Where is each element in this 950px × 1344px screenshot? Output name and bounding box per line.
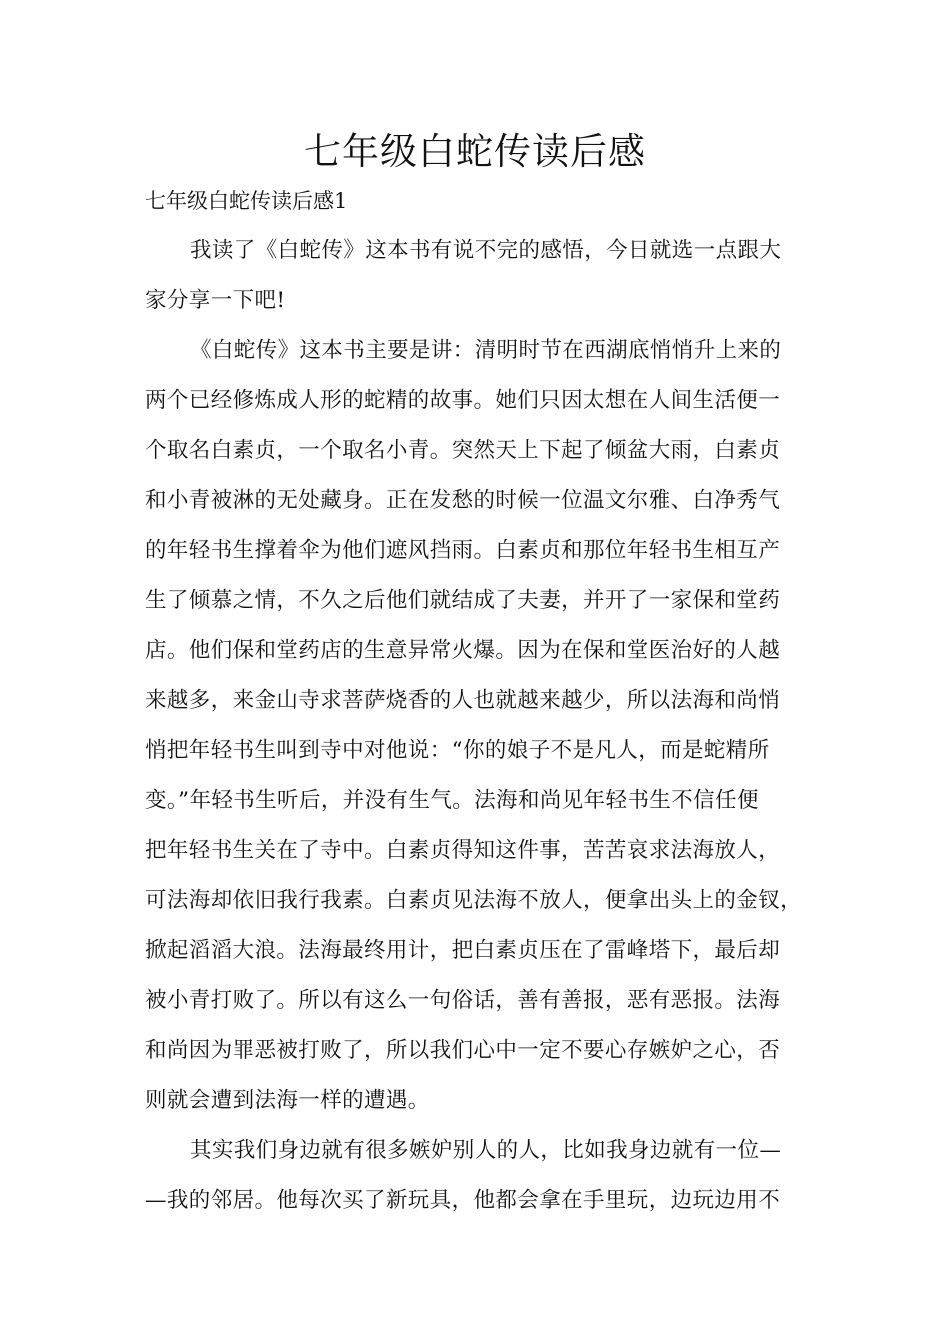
- body-line-14: 可法海却依旧我行我素。白素贞见法海不放人，便拿出头上的金钗，: [145, 888, 803, 913]
- body-line-20: —我的邻居。他每次买了新玩具，他都会拿在手里玩，边玩边用不: [145, 1188, 781, 1213]
- body-line-16: 被小青打败了。所以有这么一句俗话，善有善报，恶有恶报。法海: [145, 988, 781, 1013]
- body-line-10: 来越多，来金山寺求菩萨烧香的人也就越来越少，所以法海和尚悄: [145, 688, 781, 713]
- document-title: 七年级白蛇传读后感: [304, 130, 646, 173]
- body-line-2: 家分享一下吧!: [145, 288, 286, 313]
- body-line-13: 把年轻书生关在了寺中。白素贞得知这件事，苦苦哀求法海放人，: [145, 838, 781, 863]
- body-line-1: 我读了《白蛇传》这本书有说不完的感悟，今日就选一点跟大: [190, 238, 782, 263]
- body-line-3: 《白蛇传》这本书主要是讲：清明时节在西湖底悄悄升上来的: [190, 338, 782, 363]
- body-line-15: 掀起滔滔大浪。法海最终用计，把白素贞压在了雷峰塔下，最后却: [145, 938, 781, 963]
- body-line-11: 悄把年轻书生叫到寺中对他说：“你的娘子不是凡人，而是蛇精所: [145, 738, 770, 763]
- section-heading: 七年级白蛇传读后感1: [145, 189, 348, 213]
- body-line-18: 则就会遭到法海一样的遭遇。: [145, 1088, 430, 1113]
- body-line-12: 变。”年轻书生听后，并没有生气。法海和尚见年轻书生不信任便: [145, 788, 759, 813]
- body-line-6: 和小青被淋的无处藏身。正在发愁的时候一位温文尔雅、白净秀气: [145, 488, 781, 513]
- body-line-9: 店。他们保和堂药店的生意异常火爆。因为在保和堂医治好的人越: [145, 638, 781, 663]
- body-line-7: 的年轻书生撑着伞为他们遮风挡雨。白素贞和那位年轻书生相互产: [145, 538, 781, 563]
- body-line-19: 其实我们身边就有很多嫉妒别人的人，比如我身边就有一位—: [190, 1138, 782, 1163]
- body-line-5: 个取名白素贞，一个取名小青。突然天上下起了倾盆大雨，白素贞: [145, 438, 781, 463]
- body-line-17: 和尚因为罪恶被打败了，所以我们心中一定不要心存嫉妒之心，否: [145, 1038, 781, 1063]
- body-line-8: 生了倾慕之情，不久之后他们就结成了夫妻，并开了一家保和堂药: [145, 588, 781, 613]
- body-line-4: 两个已经修炼成人形的蛇精的故事。她们只因太想在人间生活便一: [145, 388, 781, 413]
